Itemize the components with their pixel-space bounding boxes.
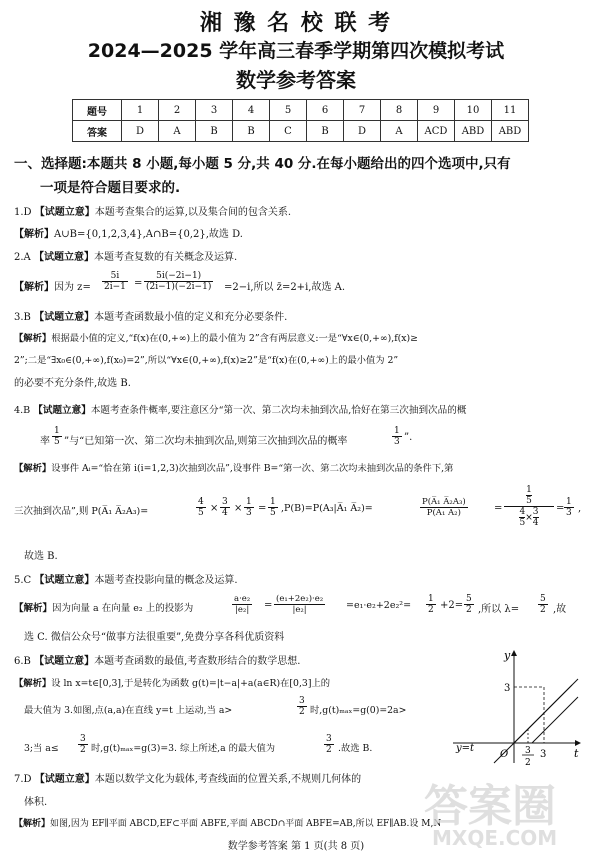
q2-fraction-2: $\frac{5i(-2i-1)}{(2i-1)(-2i-1)}$ bbox=[146, 271, 212, 292]
intent-tag: 【试题立意】 bbox=[34, 312, 95, 323]
q5-mid2: +2= bbox=[440, 600, 464, 611]
q2-number: 2.A bbox=[14, 252, 31, 263]
q5-number: 5.C bbox=[14, 575, 32, 586]
intent-tag: 【试题立意】 bbox=[34, 575, 95, 586]
q5-f2: $\frac{\text{(e₁+2e₂)·e₂}}{\text{|e₂|}}$ bbox=[276, 594, 324, 615]
q1-analysis-line bbox=[14, 225, 243, 240]
q6-line3b: 时,g(t)ₘₐₓ=g(3)=3. 综上所述,a 的最大值为 bbox=[91, 743, 276, 754]
q5-f4: $\frac{5}{2}$ bbox=[466, 594, 472, 615]
q4-m6: $\frac{1}{5}$ $\frac{4}{5}$ × $\frac{3}{4}$ bbox=[504, 485, 554, 528]
q4-m5: $\frac{\text{P(A̅₁ A̅₂A₃)}}{\text{P(A̅₁ A̅₂)}}$ bbox=[422, 497, 466, 518]
q6-f3: $\frac{3}{2}$ bbox=[326, 734, 332, 755]
table-cell: C bbox=[270, 121, 307, 142]
q6-analysis-line1: 【解析】设 ln x=t∈[0,3],于是转化为函数 g(t)=|t−a|+a(a∈R)在[0,3]上的 bbox=[14, 678, 331, 689]
q7-intent-line: 7.D 【试题立意】本题以数学文化为载体,考查线面的位置关系,不规则几何体的 bbox=[14, 774, 362, 785]
q4-analysis-line3: 故选 B. bbox=[24, 551, 58, 562]
section-heading-cont: 一项是符合题目要求的. bbox=[40, 180, 181, 196]
q2-equals: = bbox=[134, 278, 143, 289]
q2-fraction-1: $\frac{5i}{2i-1}$ bbox=[104, 271, 126, 292]
origin-label: O bbox=[500, 749, 509, 760]
line-label: y=t bbox=[456, 743, 475, 754]
table-cell: 2 bbox=[159, 100, 196, 121]
q4-analysis-line1: 【解析】设事件 Aᵢ=“恰在第 i(i=1,2,3)次抽到次品”,设事件 B=“第一次、第二次均未抽到次品的条件下,第 bbox=[14, 463, 454, 474]
analysis-tag: 【解析】 bbox=[14, 603, 53, 614]
q5-end: ,故 bbox=[553, 604, 567, 615]
graph-line-3 bbox=[532, 697, 578, 743]
q6-number: 6.B bbox=[14, 656, 31, 667]
tick-half-num: 3 bbox=[525, 746, 531, 756]
watermark-url: MXQE.COM bbox=[432, 826, 558, 850]
watermark-logo: 答案圈 bbox=[424, 781, 556, 832]
q4-m4: $\frac{1}{5}$ bbox=[270, 497, 276, 518]
header-exam: 2024—2025 学年高三春季学期第四次模拟考试 bbox=[87, 40, 505, 62]
q2-intent-line bbox=[14, 248, 237, 263]
table-cell: 9 bbox=[418, 100, 455, 121]
analysis-tag: 【解析】 bbox=[14, 282, 54, 293]
q2-analysis-pre: 因为 z= bbox=[54, 282, 91, 293]
q5-f5: $\frac{5}{2}$ bbox=[540, 594, 546, 615]
intent-tag: 【试题立意】 bbox=[34, 207, 95, 218]
q4-fraction-1: $\frac{1}{5}$ bbox=[54, 426, 60, 447]
analysis-tag: 【解析】 bbox=[14, 333, 52, 344]
q5-eq1: = bbox=[264, 600, 273, 611]
intent-tag: 【试题立意】 bbox=[33, 405, 91, 416]
q5-f3: $\frac{1}{2}$ bbox=[428, 594, 434, 615]
section-heading: 一、选择题:本题共 8 小题,每小题 5 分,共 40 分.在每小题给出的四个选项中,只有 bbox=[14, 156, 511, 172]
q4-eq1: = bbox=[258, 503, 267, 514]
q2-analysis-post: =2−i,所以 z̄=2+i,故选 A. bbox=[224, 282, 346, 293]
table-row-answers bbox=[73, 121, 529, 142]
q5-intent-line: 5.C 【试题立意】本题考查投影向量的概念及运算. bbox=[14, 575, 238, 586]
tick-3-y: 3 bbox=[504, 683, 511, 694]
header-answer-title: 数学参考答案 bbox=[236, 68, 356, 92]
q4-analysis-line2b: ,P(B)=P(A₃|A̅₁ A̅₂)= bbox=[281, 503, 373, 514]
q6-intent-line: 6.B 【试题立意】本题考查函数的最值,考查数形结合的数学思想. bbox=[14, 656, 301, 667]
page-footer: 数学参考答案 第 1 页(共 8 页) bbox=[227, 841, 365, 852]
intent-tag: 【试题立意】 bbox=[34, 774, 95, 785]
graph-line-2 bbox=[478, 707, 547, 767]
table-cell: B bbox=[307, 121, 344, 142]
q6-f1: $\frac{3}{2}$ bbox=[299, 696, 305, 717]
table-cell: 10 bbox=[455, 100, 492, 121]
q7-line2: 体积. bbox=[24, 797, 48, 808]
analysis-tag: 【解析】 bbox=[14, 229, 54, 240]
q2-intent: 本题考查复数的有关概念及运算. bbox=[93, 252, 238, 263]
q4-intent-line2b: ”与“已知第一次、第二次均未抽到次品,则第三次抽到次品的概率 bbox=[64, 436, 348, 447]
table-row-numbers bbox=[73, 100, 529, 121]
table-cell: 11 bbox=[492, 100, 529, 121]
q4-eq2: = bbox=[494, 503, 503, 514]
table-cell: A bbox=[159, 121, 196, 142]
table-cell: D bbox=[122, 121, 159, 142]
graph-line-1 bbox=[514, 679, 578, 743]
q4-number: 4.B bbox=[14, 405, 31, 416]
q4-intent-line2a: 率 bbox=[40, 436, 50, 447]
table-header-number: 题号 bbox=[73, 100, 122, 121]
intent-tag: 【试题立意】 bbox=[33, 252, 94, 263]
table-cell: ACD bbox=[418, 121, 455, 142]
table-cell: ABD bbox=[455, 121, 492, 142]
q5-mid3: ,所以 λ= bbox=[478, 604, 520, 615]
analysis-tag: 【解析】 bbox=[14, 678, 52, 689]
q4-intent-line1: 4.B 【试题立意】本题考查条件概率,要注意区分“第一次、第二次均未抽到次品,恰好在第三次抽到次品的概 bbox=[14, 405, 467, 416]
q6-line3c: .故选 B. bbox=[338, 743, 373, 754]
table-cell: B bbox=[233, 121, 270, 142]
q5-f1: $\frac{\text{a·e₂}}{\text{|e₂|}}$ bbox=[234, 594, 251, 615]
q7-number: 7.D bbox=[14, 774, 32, 785]
table-cell: 1 bbox=[122, 100, 159, 121]
q1-number: 1.D bbox=[14, 207, 32, 218]
table-cell: ABD bbox=[492, 121, 529, 142]
q4-comma: , bbox=[578, 503, 582, 514]
q6-line2b: 时,g(t)ₘₐₓ=g(0)=2a> bbox=[310, 705, 407, 716]
q3-analysis-line1: 【解析】根据最小值的定义,“f(x)在(0,+∞)上的最小值为 2”含有两层意义:一是“∀x∈(0,+∞),f(x)≥ bbox=[14, 333, 418, 344]
q3-intent-line bbox=[14, 308, 287, 323]
analysis-tag: 【解析】 bbox=[14, 463, 52, 474]
table-cell: 5 bbox=[270, 100, 307, 121]
table-cell: 4 bbox=[233, 100, 270, 121]
q6-line3a: 3;当 a≤ bbox=[24, 743, 59, 754]
q6-graph bbox=[448, 645, 586, 767]
q4-m3: $\frac{1}{3}$ bbox=[246, 497, 252, 518]
table-cell: B bbox=[196, 121, 233, 142]
q5-analysis-pre: 【解析】因为向量 a 在向量 e₂ 上的投影为 bbox=[14, 603, 194, 614]
tick-half-den: 2 bbox=[525, 758, 531, 767]
q4-fraction-2: $\frac{1}{3}$ bbox=[394, 426, 400, 447]
q5-mid: =e₁·e₂+2e₂²= bbox=[346, 600, 412, 611]
q2-analysis-line bbox=[14, 278, 91, 293]
q4-analysis-line2a: 三次抽到次品”,则 P(A̅₁ A̅₂A₃)= bbox=[14, 506, 149, 517]
table-header-answer: 答案 bbox=[73, 121, 122, 142]
q4-eq3: = bbox=[556, 503, 565, 514]
q4-times2: × bbox=[234, 503, 243, 514]
q7-analysis-line: 【解析】如图,因为 EF∥平面 ABCD,EF⊂平面 ABFE,平面 ABCD∩平面 ABFE=AB,所以 EF∥AB.设 M,N bbox=[14, 819, 442, 829]
q1-intent: 本题考查集合的运算,以及集合间的包含关系. bbox=[94, 207, 292, 218]
q4-m8: $\frac{1}{3}$ bbox=[566, 497, 572, 518]
q4-m2: $\frac{3}{4}$ bbox=[222, 497, 228, 518]
table-cell: A bbox=[381, 121, 418, 142]
t-label: t bbox=[574, 747, 579, 760]
q4-intent-line2c: ”. bbox=[404, 432, 413, 443]
table-cell: D bbox=[344, 121, 381, 142]
q1-analysis: A∪B={0,1,2,3,4},A∩B={0,2},故选 D. bbox=[54, 229, 243, 240]
q5-line2: 选 C. 微信公众号“做事方法很重要”,免费分享各科优质资料 bbox=[24, 632, 285, 643]
q3-intent: 本题考查函数最小值的定义和充分必要条件. bbox=[94, 312, 288, 323]
y-label: y bbox=[504, 649, 511, 662]
analysis-tag: 【解析】 bbox=[14, 819, 51, 829]
q6-line2a: 最大值为 3.如图,点(a,a)在直线 y=t 上运动,当 a> bbox=[24, 705, 233, 716]
table-cell: 6 bbox=[307, 100, 344, 121]
q3-analysis-line3: 的必要不充分条件,故选 B. bbox=[14, 378, 131, 389]
q6-f2: $\frac{3}{2}$ bbox=[80, 734, 86, 755]
table-cell: 3 bbox=[196, 100, 233, 121]
answer-table bbox=[72, 99, 529, 142]
q1-intent-line bbox=[14, 203, 291, 218]
header-school: 湘 豫 名 校 联 考 bbox=[199, 11, 393, 36]
q3-analysis-line2: 2”;二是“∃x₀∈(0,+∞),f(x₀)=2”,所以“∀x∈(0,+∞),f(x)≥2”是“f(x)在(0,+∞)上的最小值为 2” bbox=[14, 355, 399, 366]
q4-times1: × bbox=[210, 503, 219, 514]
table-cell: 7 bbox=[344, 100, 381, 121]
intent-tag: 【试题立意】 bbox=[34, 656, 95, 667]
q3-number: 3.B bbox=[14, 312, 31, 323]
tick-3-x: 3 bbox=[540, 749, 547, 760]
q4-m1: $\frac{4}{5}$ bbox=[198, 497, 204, 518]
table-cell: 8 bbox=[381, 100, 418, 121]
